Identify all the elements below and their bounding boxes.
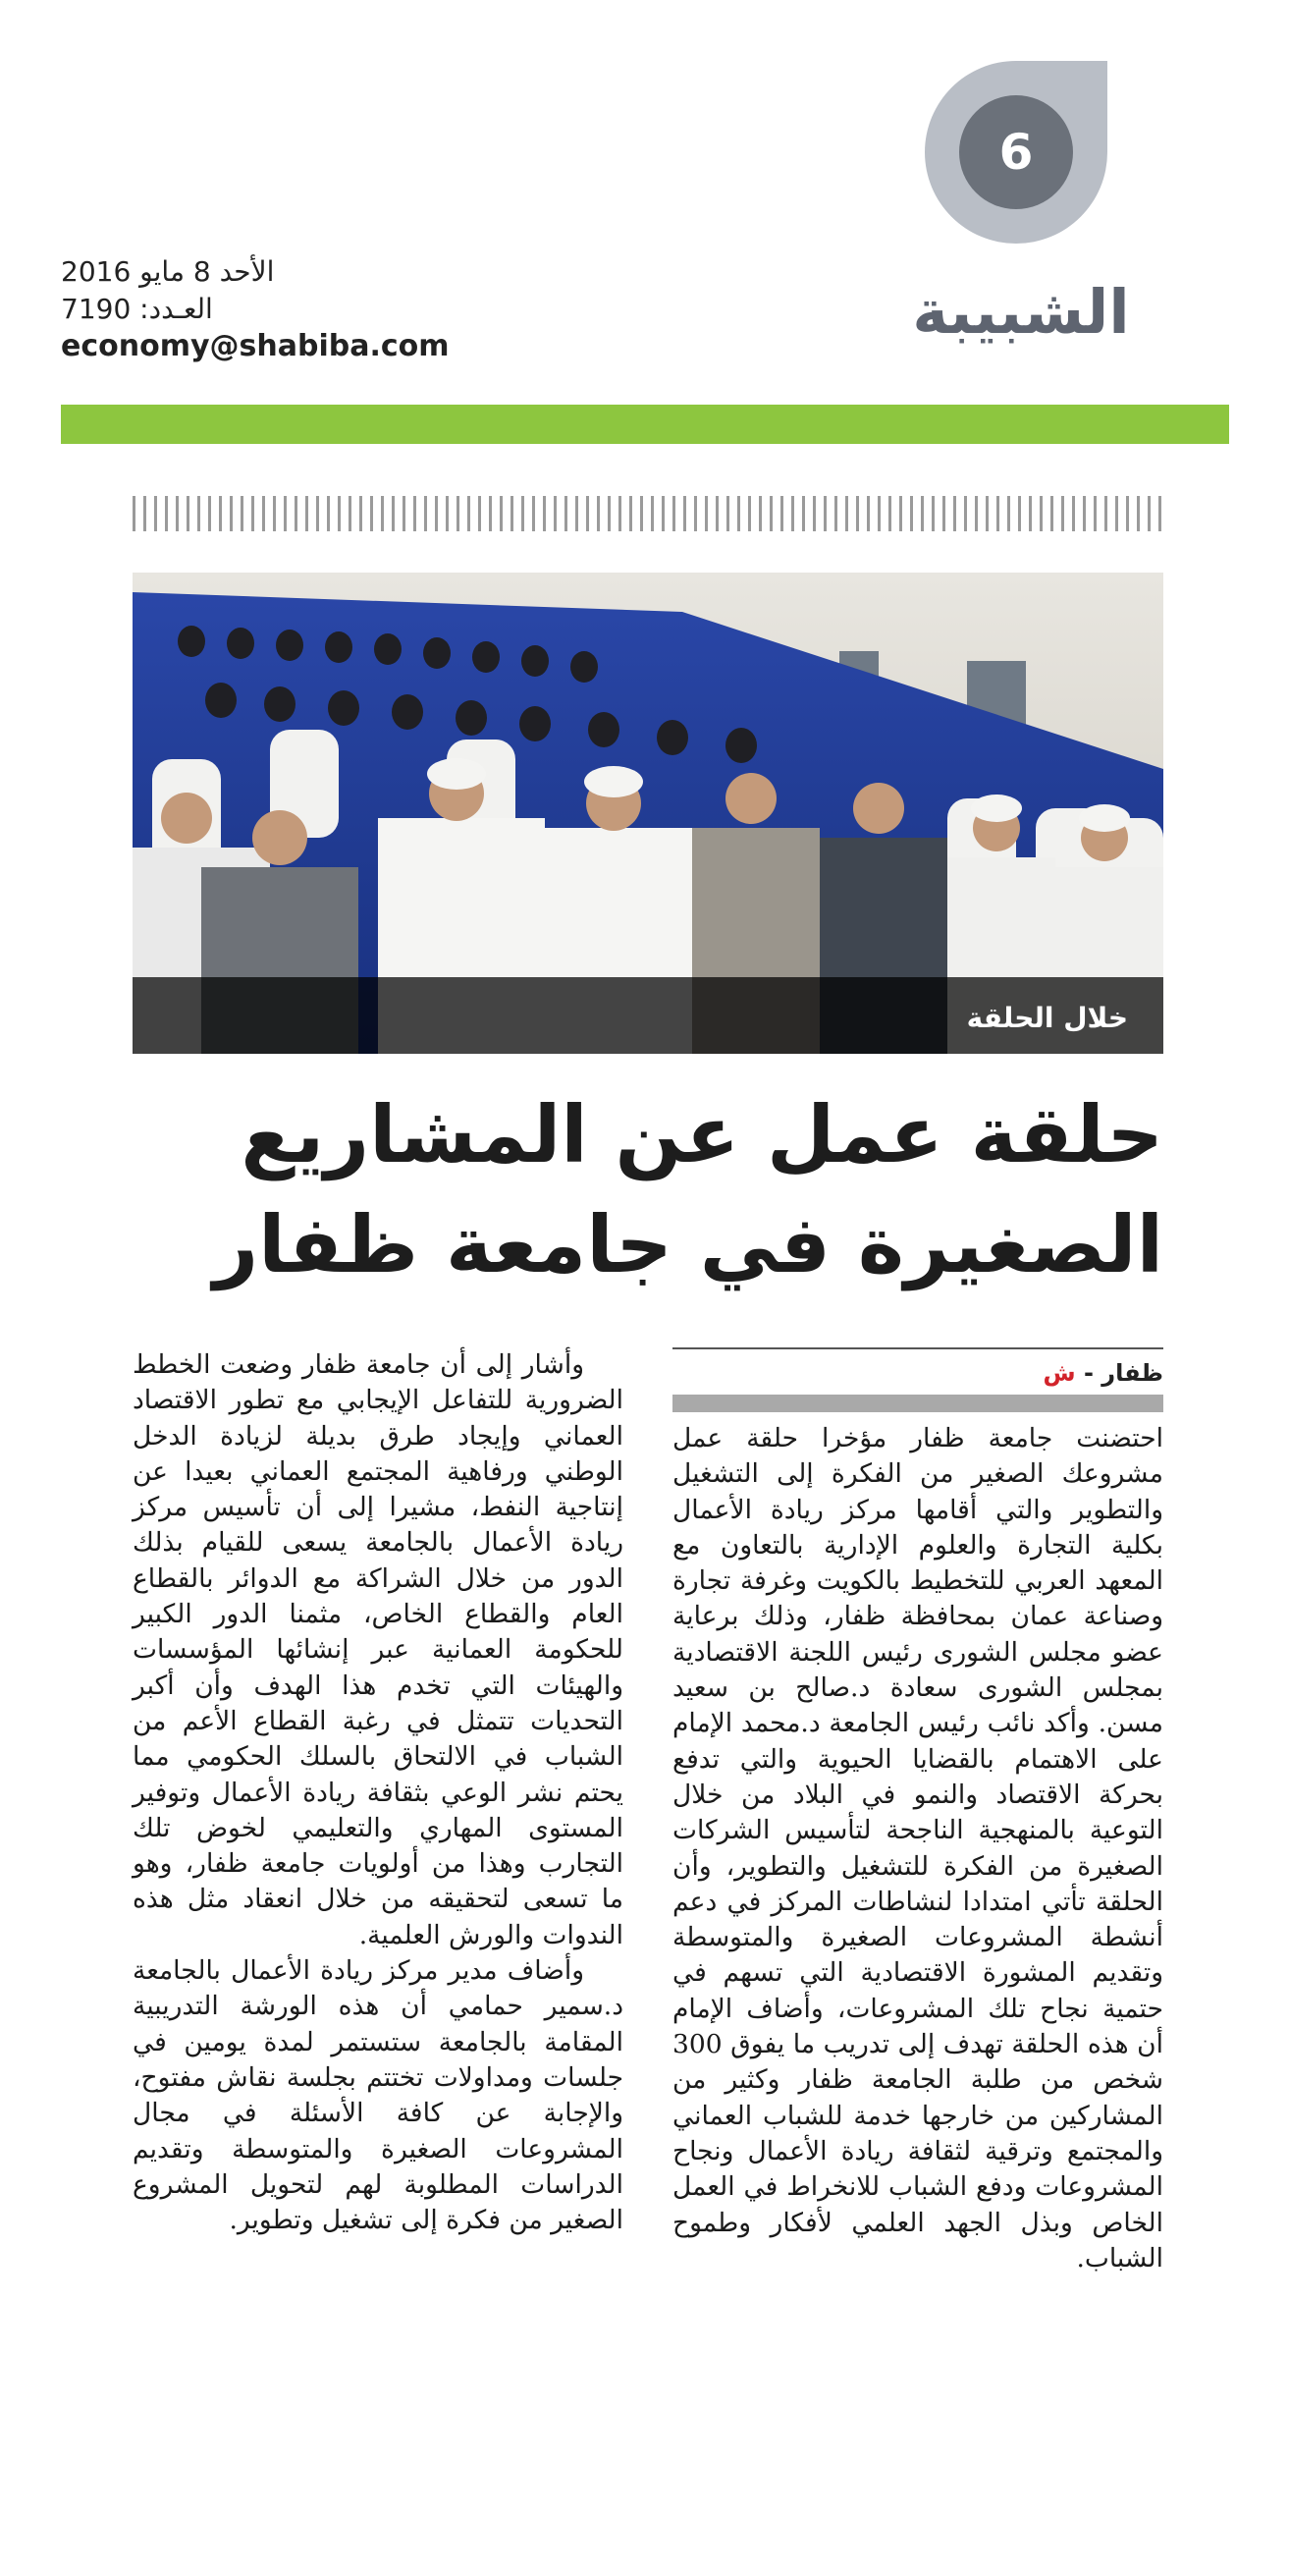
issue-date: الأحد 8 مايو 2016: [61, 255, 275, 288]
article-headline: [133, 1080, 1163, 1300]
byline-place: ظفار -: [1083, 1359, 1163, 1387]
decorative-hatch-rule: [133, 496, 1163, 531]
page-number-badge: [921, 57, 1111, 247]
headline-line-1: حلقة عمل عن المشاريع: [241, 1089, 1163, 1180]
article-column-right: [672, 1421, 1163, 2276]
logo-text: الشبيبة: [912, 275, 1130, 348]
byline-logo-mark: ش: [1043, 1359, 1076, 1387]
issue-meta: [61, 253, 473, 365]
section-email[interactable]: economy@shabiba.com: [61, 329, 450, 363]
headline-line-2: الصغيرة في جامعة ظفار: [213, 1199, 1163, 1290]
photo-caption: خلال الحلقة: [966, 1002, 1128, 1034]
column-left-paragraph-1: وأشار إلى أن جامعة ظفار وضعت الخطط الضرورية للتفاعل الإيجابي مع تطور الاقتصاد العماني وإيجاد طرق بديلة لزيادة الدخل الوطني ورفاهية المجتمع العماني بعيدا عن إنتاجية النفط، مشيرا إلى أن تأسيس مركز ريادة الأعمال بالجامعة يسعى للقيام بذلك الدور من خلال الشراكة مع الدوائر بالقطاع العام والقطاع الخاص، مثمنا الدور الكبير للحكومة العمانية عبر إنشائها المؤسسات والهيئات التي تخدم هذا الهدف وأن أكبر التحديات تتمثل في رغبة القطاع الأعم من الشباب في الالتحاق بالسلك الحكومي مما يحتم نشر الوعي بثقافة ريادة الأعمال وتوفير المستوى المهاري والتعليمي لخوض تلك التجارب وهذا من أولويات جامعة ظفار، وهو ما تسعى لتحقيقه من خلال انعقاد مثل هذه الندوات والورش العلمية.: [133, 1349, 623, 1950]
byline-top-rule: [672, 1347, 1163, 1349]
article-column-left: [133, 1347, 623, 2238]
page-number: 6: [998, 124, 1034, 181]
article-photo: [133, 573, 1163, 1054]
section-color-bar: [61, 405, 1229, 444]
column-left-paragraph-2: وأضاف مدير مركز ريادة الأعمال بالجامعة د.سمير حمامي أن هذه الورشة التدريبية المقامة بالجامعة ستستمر لمدة يومين في جلسات ومداولات تختتم بجلسة نقاش مفتوح، والإجابة عن كافة الأسئلة في مجال المشروعات الصغيرة والمتوسطة وتقديم الدراسات المطلوبة لهم لتحويل المشروع الصغير من فكرة إلى تشغيل وتطوير.: [133, 1955, 623, 2236]
column-right-paragraph: احتضنت جامعة ظفار مؤخرا حلقة عمل مشروعك الصغير من الفكرة إلى التشغيل والتطوير والتي أقامها مركز ريادة الأعمال بكلية التجارة والعلوم الإدارية بالتعاون مع المعهد العربي للتخطيط بالكويت وغرفة تجارة وصناعة عمان بمحافظة ظفار، وذلك برعاية عضو مجلس الشورى رئيس اللجنة الاقتصادية بمجلس الشورى سعادة د.صالح بن سعيد مسن. وأكد نائب رئيس الجامعة د.محمد الإمام على الاهتمام بالقضايا الحيوية والتي تدفع بحركة الاقتصاد والنمو في البلاد من خلال التوعية بالمنهجية الناجحة لتأسيس الشركات الصغيرة من الفكرة للتشغيل والتطوير، وأن الحلقة تأتي امتدادا لنشاطات المركز في دعم أنشطة المشروعات الصغيرة والمتوسطة وتقديم المشورة الاقتصادية التي تسهم في حتمية نجاح تلك المشروعات، وأضاف الإمام أن هذه الحلقة تهدف إلى تدريب ما يفوق 300 شخص من طلبة الجامعة ظفار وكثير من المشاركين من خارجها خدمة للشباب العماني والمجتمع وترقية لثقافة ريادة الأعمال ونجاح المشروعات ودفع الشباب للانخراط في العمل الخاص وبذل الجهد العلمي لأفكار وطموح الشباب.: [672, 1423, 1163, 2274]
byline: [1043, 1359, 1163, 1387]
shabiba-logo: [913, 257, 1129, 365]
issue-number: العـدد: 7190: [61, 293, 213, 325]
byline-block: [672, 1347, 1163, 1416]
byline-bottom-rule: [672, 1395, 1163, 1412]
